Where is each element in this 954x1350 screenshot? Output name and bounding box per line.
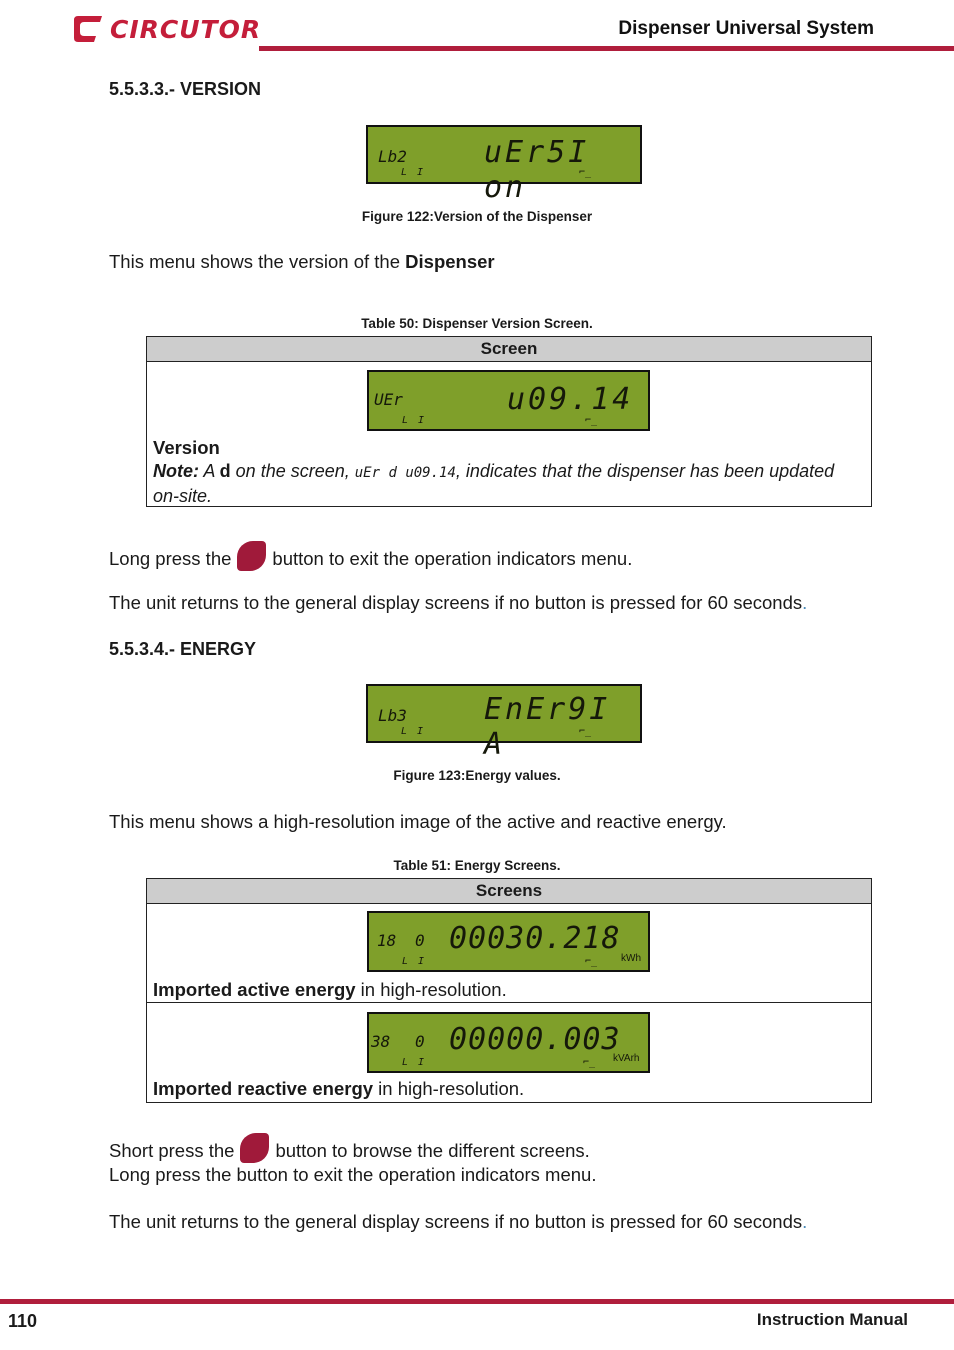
- returns-note: [109, 592, 807, 614]
- table-header: Screens: [147, 879, 872, 904]
- footer-title: Instruction Manual: [756, 1310, 908, 1329]
- energy-table: [146, 878, 872, 1103]
- circutor-logo-icon: [72, 12, 106, 46]
- instruction-text: Long press the: [109, 548, 232, 569]
- version-table: [146, 336, 872, 507]
- energy-intro: This menu shows a high-resolution image of the active and reactive energy.: [109, 811, 727, 832]
- row-label: [153, 1078, 524, 1100]
- note-d: d: [219, 461, 231, 481]
- lcd-main-text: 00000.003: [449, 1022, 621, 1057]
- lcd-sub-text: L I: [402, 1057, 427, 1068]
- switch-icon: ⌐_: [585, 956, 598, 967]
- section-heading-energy: 5.5.3.4.- ENERGY: [109, 639, 257, 659]
- lcd-sub-text: L I: [402, 956, 427, 967]
- lcd-unit: kVArh: [613, 1053, 640, 1064]
- lcd-left-text: Lb3: [378, 706, 407, 725]
- switch-icon: ⌐_: [579, 726, 592, 737]
- returns-text: The unit returns to the general display screens if no button is pressed for 60 seconds: [109, 592, 803, 613]
- returns-text: The unit returns to the general display screens if no button is pressed for 60 seconds: [109, 1211, 803, 1232]
- returns-dot: .: [802, 1211, 808, 1232]
- lcd-display-active-energy: [367, 911, 650, 972]
- row-label-rest: in high-resolution.: [355, 979, 507, 1000]
- note-code: uEr d u09.14: [354, 465, 456, 481]
- lcd-display-version-value: [367, 370, 650, 431]
- note-text: A: [199, 461, 220, 481]
- lcd-main-text: EnEr9I A: [484, 692, 611, 762]
- energy-instructions: [109, 1133, 596, 1186]
- lcd-main-text: 00030.218: [449, 921, 621, 956]
- intro-text: [109, 251, 495, 273]
- table-caption: Table 50: Dispenser Version Screen.: [361, 316, 593, 331]
- lcd-left-text: 38: [371, 1032, 391, 1051]
- note-text: on-site.: [153, 486, 213, 506]
- lcd-display-energy: [366, 684, 642, 762]
- switch-icon: ⌐_: [583, 1057, 596, 1068]
- header-title: Dispenser Universal System: [618, 18, 874, 39]
- lcd-flag-text: 0: [415, 1032, 425, 1051]
- table-header: Screen: [147, 337, 872, 362]
- row-label: [153, 979, 507, 1001]
- lcd-display-version: [366, 125, 642, 205]
- header-rule: [259, 46, 954, 51]
- lcd-left-text: Lb2: [378, 147, 407, 166]
- figure-caption: Figure 123:Energy values.: [393, 768, 561, 783]
- switch-icon: ⌐_: [585, 415, 598, 426]
- back-button-icon: [237, 541, 266, 571]
- instruction-text: button to browse the different screens.: [275, 1140, 590, 1161]
- lcd-sub-text: L I: [402, 415, 427, 426]
- row-title: Version: [153, 437, 220, 458]
- long-press-instruction: [109, 541, 632, 571]
- lcd-sub-text: L I: [401, 726, 426, 737]
- lcd-sub-text: L I: [401, 167, 426, 178]
- lcd-left-text: 18: [377, 931, 397, 950]
- table-row: [147, 362, 872, 507]
- lcd-flag-text: 0: [415, 931, 425, 950]
- note-text: , indicates that the dispenser has been updated: [455, 461, 835, 481]
- brand-name: CIRCUTOR: [110, 14, 262, 44]
- note-label: Note:: [153, 461, 199, 481]
- row-label-bold: Imported active energy: [153, 979, 356, 1000]
- switch-icon: ⌐_: [579, 167, 592, 178]
- instruction-text: Short press the: [109, 1140, 235, 1161]
- lcd-main-text: uEr5I on: [484, 135, 590, 205]
- lcd-left-text: UEr: [374, 390, 403, 409]
- back-button-icon: [240, 1133, 269, 1163]
- version-note: [153, 460, 867, 508]
- intro-prefix: This menu shows the version of the: [109, 251, 406, 272]
- returns-note: [109, 1211, 807, 1233]
- instruction-text: Long press the button to exit the operation indicators menu.: [109, 1164, 597, 1185]
- row-label-rest: in high-resolution.: [373, 1078, 525, 1099]
- table-row: [147, 1003, 872, 1103]
- table-row: [147, 904, 872, 1003]
- table-caption: Table 51: Energy Screens.: [393, 858, 561, 873]
- section-heading-version: 5.5.3.3.- VERSION: [109, 79, 262, 99]
- figure-caption: Figure 122:Version of the Dispenser: [361, 209, 593, 224]
- note-text: on the screen,: [230, 461, 355, 481]
- page-number: 110: [8, 1311, 38, 1331]
- lcd-unit: kWh: [621, 953, 641, 964]
- intro-bold: Dispenser: [405, 251, 495, 272]
- lcd-main-text: u09.14: [507, 382, 634, 417]
- instruction-text: button to exit the operation indicators menu.: [272, 548, 633, 569]
- returns-dot: .: [802, 592, 808, 613]
- footer-rule: [0, 1299, 954, 1304]
- circutor-logo: [72, 12, 261, 46]
- lcd-display-reactive-energy: [367, 1012, 650, 1073]
- row-label-bold: Imported reactive energy: [153, 1078, 374, 1099]
